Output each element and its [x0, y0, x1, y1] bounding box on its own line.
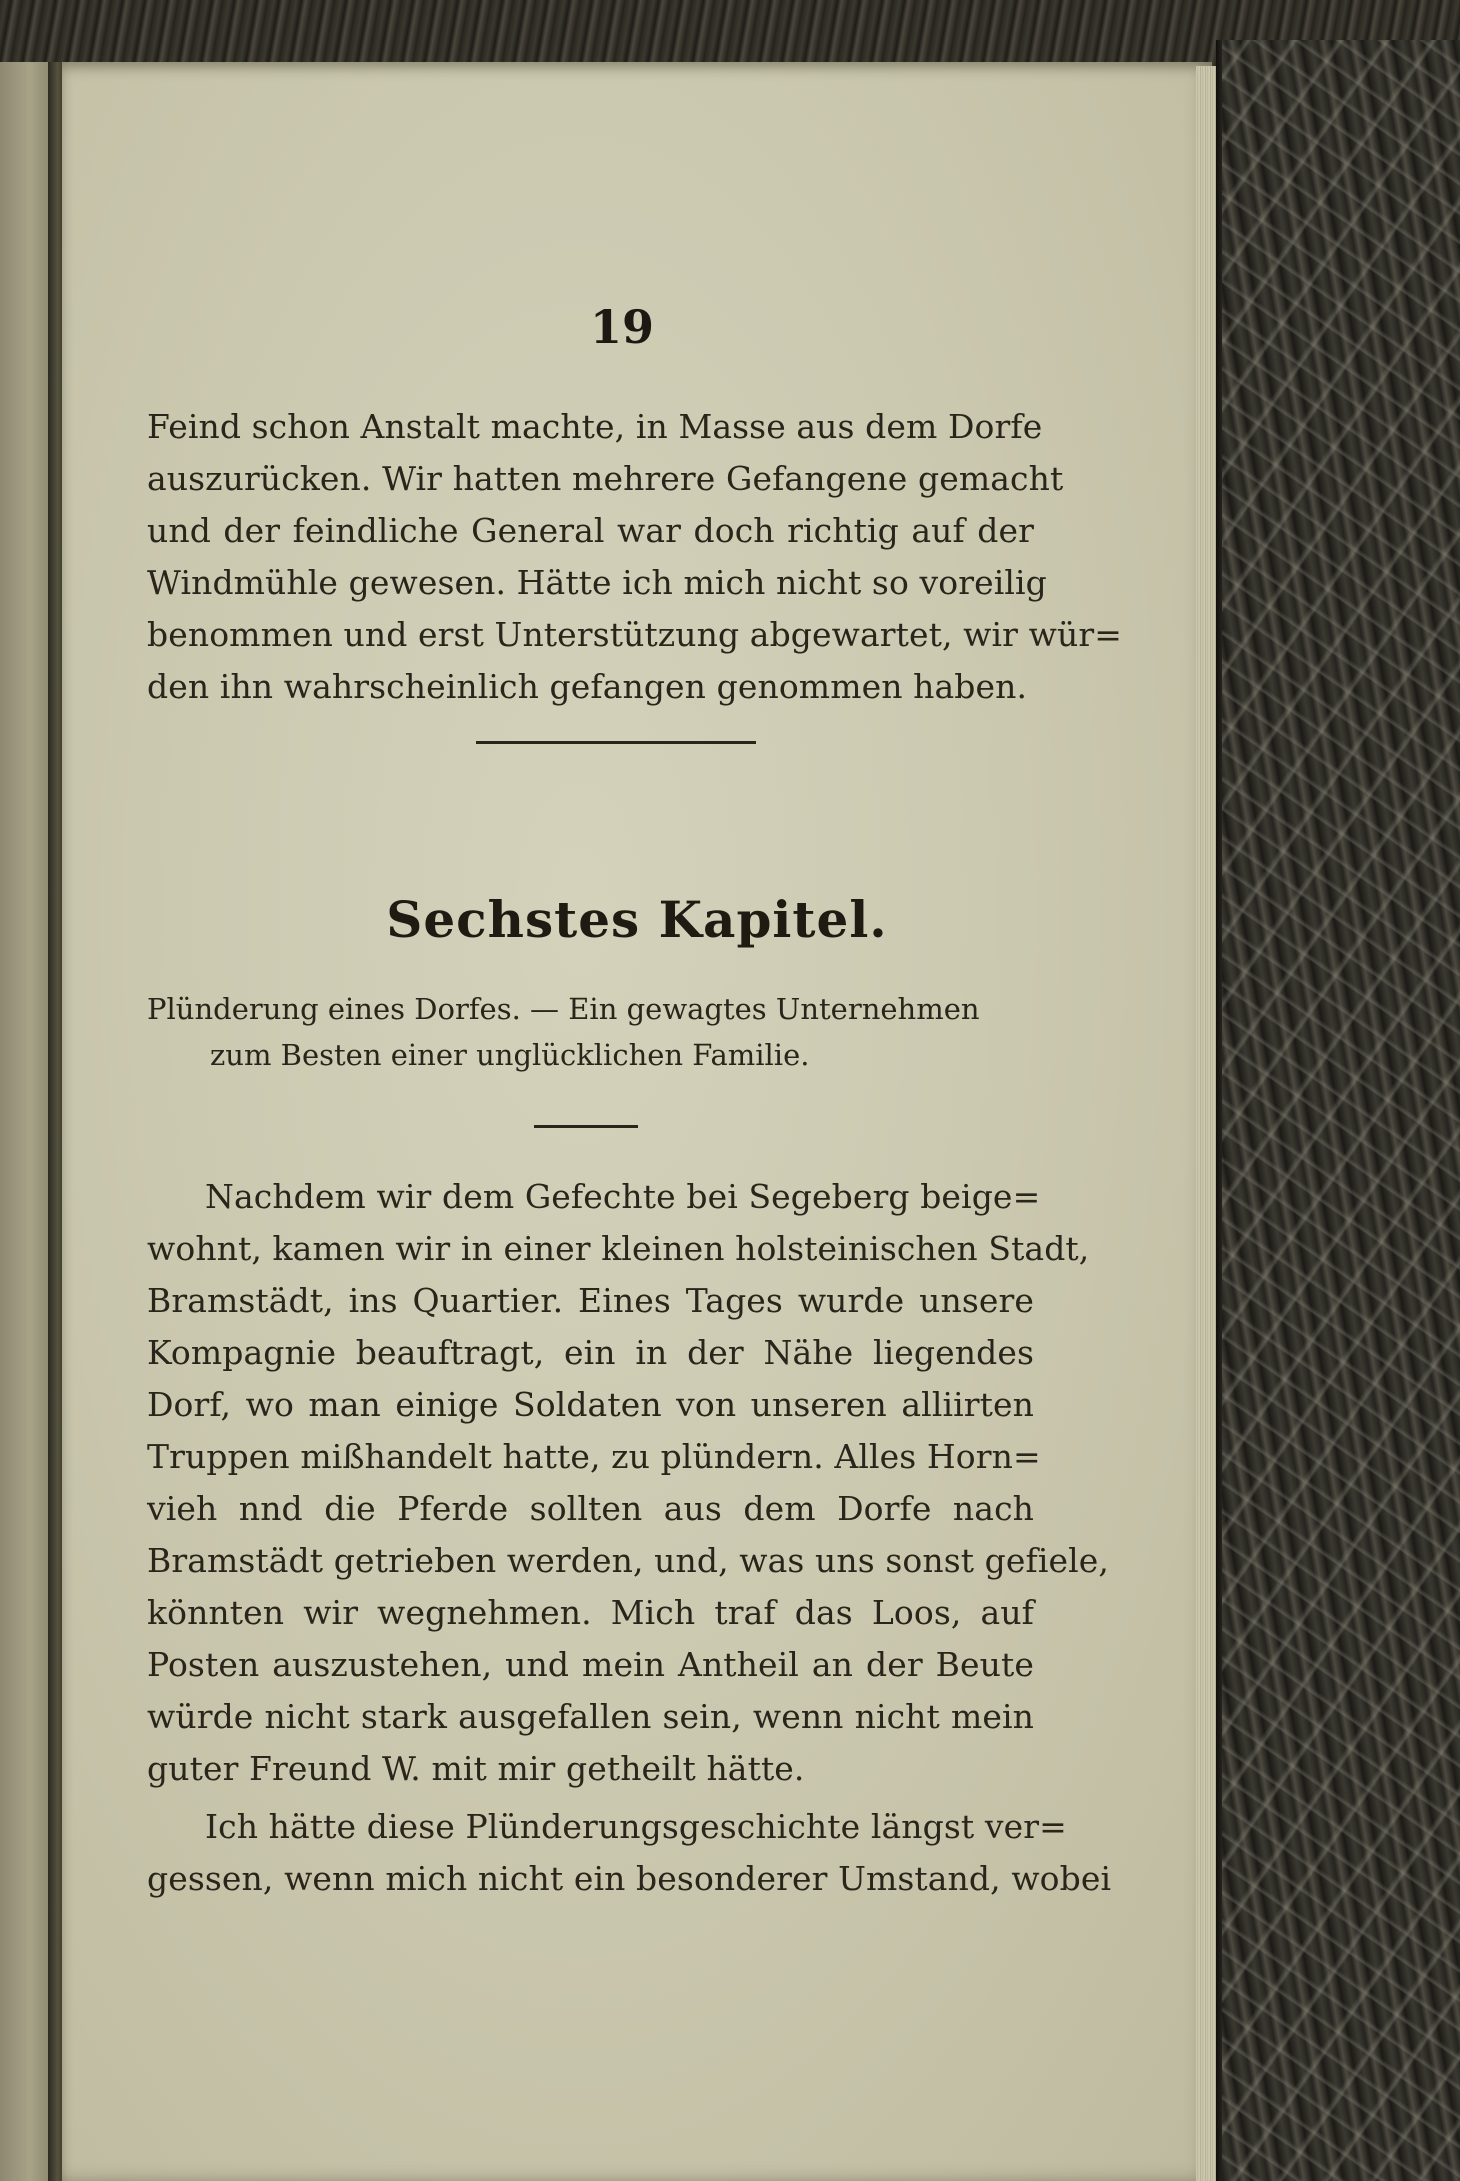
text-line: könnten wir wegnehmen. Mich traf das Loos, auf [147, 1593, 1034, 1632]
previous-page-edge [0, 62, 54, 2181]
text-line: Windmühle gewesen. Hätte ich mich nicht so voreilig [147, 563, 1047, 602]
text-line: wohnt, kamen wir in einer kleinen holsteinischen Stadt, [147, 1229, 1090, 1268]
text-line: Bramstädt getrieben werden, und, was uns sonst gefiele, [147, 1541, 1109, 1580]
book-page [62, 62, 1212, 2181]
text-line: gessen, wenn mich nicht ein besonderer Umstand, wobei [147, 1859, 1112, 1898]
text-line: Dorf, wo man einige Soldaten von unseren alliirten [147, 1385, 1034, 1424]
marbled-cover [1222, 40, 1460, 2181]
chapter-summary-line: zum Besten einer unglücklichen Familie. [210, 1038, 810, 1072]
text-line: auszurücken. Wir hatten mehrere Gefangene gemacht [147, 459, 1064, 498]
text-line: vieh nnd die Pferde sollten aus dem Dorfe nach [147, 1489, 1034, 1528]
chapter-title: Sechstes Kapitel. [386, 890, 888, 949]
text-line: und der feindliche General war doch richtig auf der [147, 511, 1034, 550]
text-line: Kompagnie beauftragt, ein in der Nähe liegendes [147, 1333, 1034, 1372]
text-line: benommen und erst Unterstützung abgewartet, wir wür= [147, 615, 1122, 654]
text-line: guter Freund W. mit mir getheilt hätte. [147, 1749, 805, 1788]
text-line: Feind schon Anstalt machte, in Masse aus dem Dorfe [147, 407, 1043, 446]
page-number: 19 [589, 300, 654, 354]
text-line: Posten auszustehen, und mein Antheil an der Beute [147, 1645, 1034, 1684]
summary-divider [534, 1125, 638, 1128]
chapter-summary-line: Plünderung eines Dorfes. — Ein gewagtes Unternehmen [147, 992, 980, 1026]
section-divider [476, 741, 756, 744]
text-line: Bramstädt, ins Quartier. Eines Tages wurde unsere [147, 1281, 1034, 1320]
text-line: Nachdem wir dem Gefechte bei Segeberg beige= [205, 1177, 1041, 1216]
text-line: würde nicht stark ausgefallen sein, wenn nicht mein [147, 1697, 1034, 1736]
text-line: den ihn wahrscheinlich gefangen genommen haben. [147, 667, 1028, 706]
text-line: Ich hätte diese Plünderungsgeschichte längst ver= [205, 1807, 1067, 1846]
text-line: Truppen mißhandelt hatte, zu plündern. Alles Horn= [147, 1437, 1041, 1476]
